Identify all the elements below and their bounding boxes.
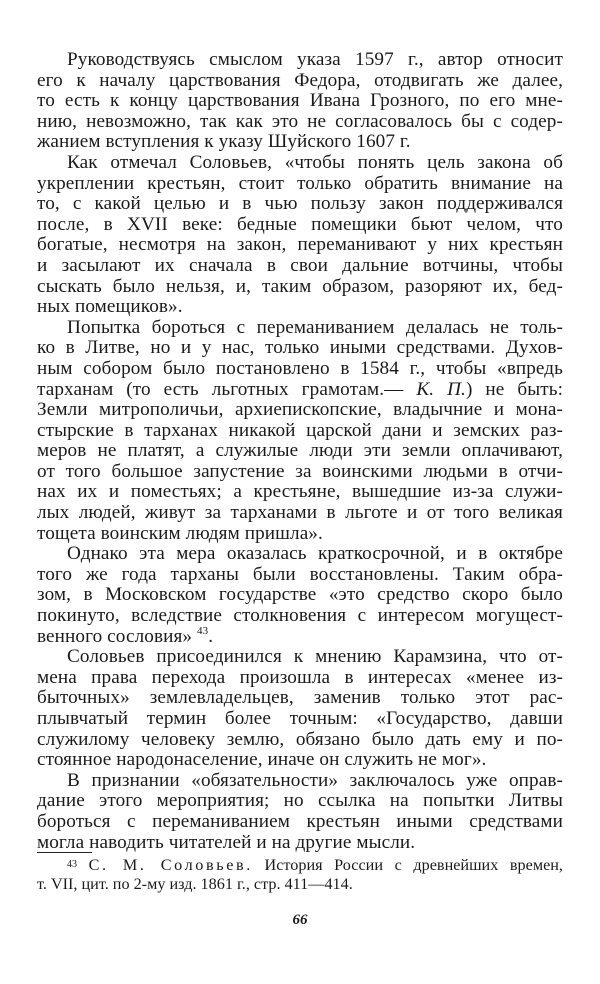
text-line: укреплении крестьян, стоит только обратить внимание на: [37, 172, 563, 194]
footnote-line: [37, 856, 563, 875]
text-line: сыскать было нельзя, и, таким образом, разоряют их, бед-: [37, 275, 563, 297]
text-line: дание этого мероприятия; но ссылка на попытки Литвы: [37, 790, 563, 812]
paragraph-2: [37, 153, 563, 318]
text-line: плывчатый термин более точным: «Государство, давши: [37, 708, 563, 729]
text-line: ным собором было постановлено в 1584 г., чтобы «впредь: [37, 357, 563, 379]
text-line: то, с какой целью и в чью пользу закон поддерживался: [37, 193, 563, 215]
paragraph-4: [37, 544, 563, 647]
footnote-title: История России с древнейших времен,: [252, 856, 563, 874]
text-segment: .: [208, 625, 214, 647]
paragraph-6: [37, 771, 563, 853]
footnote-marker: 43: [67, 859, 77, 870]
text-line: В признании «обязательности» заключалось уже оправ-: [67, 769, 563, 791]
text-line: Соловьев присоединился к мнению Карамзина, что от-: [67, 646, 563, 668]
text-line: бороться с переманиванием крестьян иными средствами: [37, 810, 563, 832]
text-line: покинуто, вследствие столкновения с интересом могущест-: [37, 605, 563, 627]
text-line: Как отмечал Соловьев, «чтобы понять цель закона об: [67, 151, 563, 173]
paragraph-1: [37, 50, 563, 153]
text-line: Попытка бороться с переманиванием делалась не толь-: [67, 316, 563, 338]
text-line: того же года тарханы были восстановлены. Таким обра-: [37, 563, 563, 585]
text-segment: тарханам (то есть льготных грамотам.—: [37, 378, 404, 400]
text-line: стырские в тарханах никакой царской дани и земских раз-: [37, 419, 563, 441]
text-segment: ) не быть:: [465, 378, 563, 400]
text-line: его к началу царствования Федора, отодвигать же далее,: [37, 69, 563, 91]
text-line: от того большое запустение за воинскими людьми в отчи-: [37, 460, 563, 482]
text-line: после, в XVII веке: бедные помещики бьют челом, что: [37, 213, 563, 235]
text-line: меров не платят, а служилые люди эти земли оплачивают,: [37, 440, 563, 462]
text-line-with-citation: [37, 380, 563, 401]
text-line: и засылают их сначала в свои дальние вотчины, чтобы: [37, 254, 563, 276]
text-line: зом, в Московском государстве «это средство скоро было: [37, 584, 563, 606]
editor-initials: К. П.: [416, 378, 466, 400]
text-segment: венного сословия»: [37, 625, 193, 647]
footnote-reference[interactable]: 43: [197, 624, 209, 637]
text-line-with-footnote: [37, 624, 563, 648]
text-line: мена права перехода произошла в интересах «менее из-: [37, 666, 563, 688]
text-line: то есть к концу царствования Ивана Грозного, по его мне-: [37, 90, 563, 112]
document-body: [37, 50, 563, 853]
paragraph-5: [37, 647, 563, 771]
text-line: могла наводить читателей и на другие мысли.: [37, 831, 416, 853]
text-line: нию, невозможно, так как это не согласовалось бы с содер-: [37, 110, 563, 132]
page-number: 66: [292, 912, 308, 928]
text-line: лых людей, живут за тарханами в льготе и от того великая: [37, 502, 563, 524]
text-line: Руководствуясь смыслом указа 1597 г., автор относит: [67, 49, 563, 70]
text-line: ко в Литве, но и у нас, только иными средствами. Духов-: [37, 337, 563, 359]
text-line: тощета воинским людям пришла».: [37, 522, 323, 544]
footnote-author: С. М. Соловьев.: [88, 856, 253, 874]
text-line: жанием вступления к указу Шуйского 1607 г.: [37, 131, 411, 153]
text-line: быточных» землевладельцев, заменив только этот рас-: [37, 687, 563, 709]
text-line: Земли митрополичьи, архиепископские, владычние и мона-: [37, 399, 563, 421]
footnote-line: т. VII, цит. по 2-му изд. 1861 г., стр. 411—414.: [37, 875, 353, 893]
text-line: стоянное народонаселение, иначе он служить не мог».: [37, 749, 487, 771]
footnote-separator: [37, 852, 92, 853]
text-line: служилому человеку землю, обязано было дать ему и по-: [37, 728, 563, 750]
paragraph-3: [37, 318, 563, 545]
text-line: Однако эта мера оказалась краткосрочной, и в октябре: [67, 543, 563, 565]
footnote-43: [37, 856, 563, 894]
text-line: богатые, несмотря на закон, переманивают у них крестьян: [37, 234, 563, 256]
text-line: ных помещиков».: [37, 296, 183, 318]
text-line: нах их и поместьях; а крестьяне, вышедшие из-за служи-: [37, 481, 563, 503]
